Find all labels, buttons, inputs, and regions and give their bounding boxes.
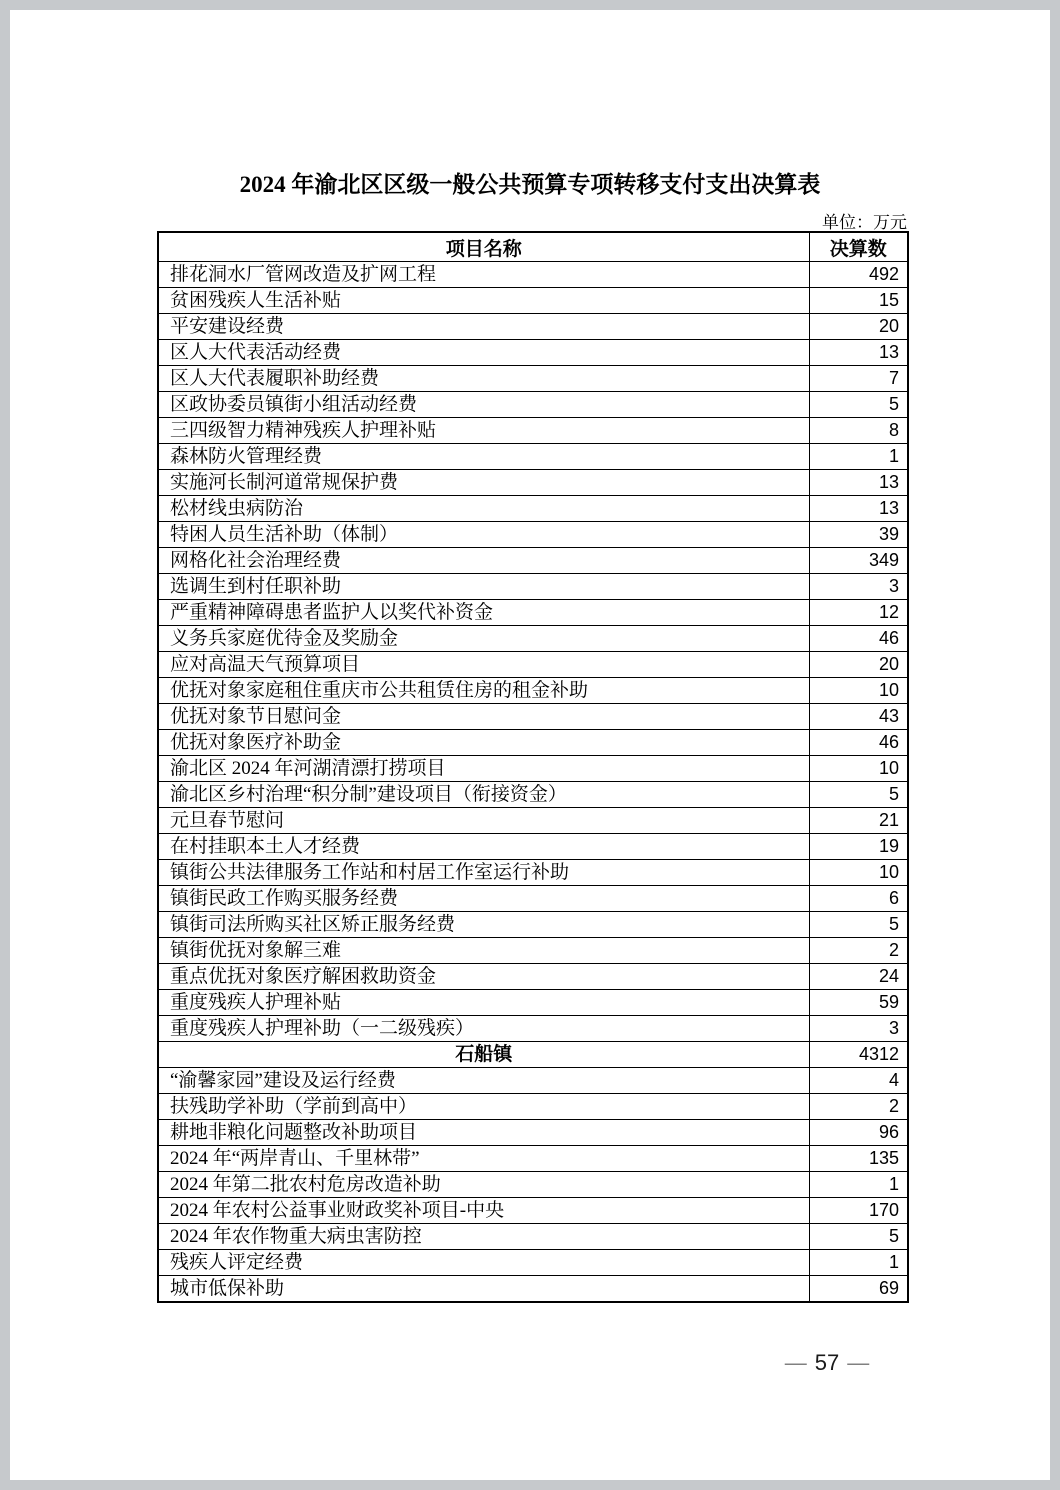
table-header-row: [158, 232, 908, 262]
table-row: [158, 262, 908, 288]
final-amount-cell: 5: [809, 1224, 908, 1250]
table-row: [158, 1068, 908, 1094]
table-row: [158, 392, 908, 418]
final-amount-cell: 15: [809, 288, 908, 314]
final-amount-cell: 24: [809, 964, 908, 990]
project-name-cell: 镇街优抚对象解三难: [158, 938, 809, 964]
table-row: [158, 782, 908, 808]
table-row: [158, 860, 908, 886]
project-name-cell: 镇街民政工作购买服务经费: [158, 886, 809, 912]
final-amount-cell: 20: [809, 652, 908, 678]
final-amount-cell: 13: [809, 470, 908, 496]
table-row: [158, 1198, 908, 1224]
final-amount-cell: 2: [809, 938, 908, 964]
table-row: [158, 470, 908, 496]
unit-label: 单位：万元: [822, 213, 907, 232]
page-number: [747, 1350, 907, 1376]
table-row: [158, 626, 908, 652]
table-row: [158, 1016, 908, 1042]
project-name-cell: 重度残疾人护理补助（一二级残疾）: [158, 1016, 809, 1042]
table-row: [158, 366, 908, 392]
project-name-cell: 2024 年农村公益事业财政奖补项目-中央: [158, 1198, 809, 1224]
budget-table: [157, 231, 909, 1303]
project-name-cell: 选调生到村任职补助: [158, 574, 809, 600]
final-amount-cell: 5: [809, 912, 908, 938]
project-name-cell: 石船镇: [158, 1042, 809, 1068]
final-amount-cell: 4: [809, 1068, 908, 1094]
final-amount-cell: 1: [809, 1172, 908, 1198]
table-row: [158, 600, 908, 626]
table-row: [158, 1224, 908, 1250]
table-row: [158, 912, 908, 938]
final-amount-cell: 4312: [809, 1042, 908, 1068]
table-row: [158, 704, 908, 730]
page-title: 2024 年渝北区区级一般公共预算专项转移支付支出决算表: [239, 172, 821, 197]
table-row: [158, 756, 908, 782]
final-amount-cell: 46: [809, 626, 908, 652]
project-name-cell: 渝北区乡村治理“积分制”建设项目（衔接资金）: [158, 782, 809, 808]
project-name-cell: 2024 年第二批农村危房改造补助: [158, 1172, 809, 1198]
project-name-cell: 森林防火管理经费: [158, 444, 809, 470]
final-amount-cell: 8: [809, 418, 908, 444]
column-header-project-name: 项目名称: [158, 232, 809, 262]
project-name-cell: 网格化社会治理经费: [158, 548, 809, 574]
final-amount-cell: 10: [809, 860, 908, 886]
table-row: [158, 808, 908, 834]
table-row: [158, 730, 908, 756]
final-amount-cell: 6: [809, 886, 908, 912]
table-row: [158, 418, 908, 444]
project-name-cell: 2024 年“两岸青山、千里林带”: [158, 1146, 809, 1172]
project-name-cell: 区人大代表履职补助经费: [158, 366, 809, 392]
project-name-cell: 平安建设经费: [158, 314, 809, 340]
table-row: [158, 1172, 908, 1198]
final-amount-cell: 13: [809, 340, 908, 366]
page-number-dash-right: —: [847, 1350, 870, 1375]
project-name-cell: 松材线虫病防治: [158, 496, 809, 522]
table-row: [158, 990, 908, 1016]
document-page: [10, 10, 1050, 1480]
project-name-cell: 优抚对象医疗补助金: [158, 730, 809, 756]
final-amount-cell: 46: [809, 730, 908, 756]
project-name-cell: 严重精神障碍患者监护人以奖代补资金: [158, 600, 809, 626]
table-row: [158, 1276, 908, 1303]
final-amount-cell: 20: [809, 314, 908, 340]
table-row: [158, 288, 908, 314]
table-row: [158, 314, 908, 340]
project-name-cell: 渝北区 2024 年河湖清漂打捞项目: [158, 756, 809, 782]
final-amount-cell: 10: [809, 756, 908, 782]
table-row: [158, 886, 908, 912]
final-amount-cell: 5: [809, 782, 908, 808]
final-amount-cell: 59: [809, 990, 908, 1016]
project-name-cell: 扶残助学补助（学前到高中）: [158, 1094, 809, 1120]
project-name-cell: 镇街公共法律服务工作站和村居工作室运行补助: [158, 860, 809, 886]
table-row: [158, 340, 908, 366]
table-row: [158, 574, 908, 600]
final-amount-cell: 170: [809, 1198, 908, 1224]
final-amount-cell: 12: [809, 600, 908, 626]
project-name-cell: 城市低保补助: [158, 1276, 809, 1303]
project-name-cell: 镇街司法所购买社区矫正服务经费: [158, 912, 809, 938]
project-name-cell: 三四级智力精神残疾人护理补贴: [158, 418, 809, 444]
final-amount-cell: 135: [809, 1146, 908, 1172]
project-name-cell: 2024 年农作物重大病虫害防控: [158, 1224, 809, 1250]
column-header-final-amount: 决算数: [809, 232, 908, 262]
table-row: [158, 678, 908, 704]
page-number-value: 57: [814, 1350, 840, 1375]
project-name-cell: 优抚对象节日慰问金: [158, 704, 809, 730]
final-amount-cell: 3: [809, 574, 908, 600]
table-row: [158, 1146, 908, 1172]
final-amount-cell: 2: [809, 1094, 908, 1120]
project-name-cell: 在村挂职本土人才经费: [158, 834, 809, 860]
table-row: [158, 652, 908, 678]
final-amount-cell: 43: [809, 704, 908, 730]
table-row: [158, 938, 908, 964]
final-amount-cell: 39: [809, 522, 908, 548]
final-amount-cell: 492: [809, 262, 908, 288]
project-name-cell: 区人大代表活动经费: [158, 340, 809, 366]
final-amount-cell: 3: [809, 1016, 908, 1042]
project-name-cell: 耕地非粮化问题整改补助项目: [158, 1120, 809, 1146]
final-amount-cell: 21: [809, 808, 908, 834]
table-row: [158, 522, 908, 548]
final-amount-cell: 13: [809, 496, 908, 522]
project-name-cell: “渝馨家园”建设及运行经费: [158, 1068, 809, 1094]
final-amount-cell: 5: [809, 392, 908, 418]
final-amount-cell: 1: [809, 1250, 908, 1276]
table-row: [158, 1094, 908, 1120]
project-name-cell: 重度残疾人护理补贴: [158, 990, 809, 1016]
project-name-cell: 特困人员生活补助（体制）: [158, 522, 809, 548]
page-number-dash-left: —: [784, 1350, 807, 1375]
project-name-cell: 区政协委员镇街小组活动经费: [158, 392, 809, 418]
table-row: [158, 496, 908, 522]
section-row: [158, 1042, 908, 1068]
table-row: [158, 964, 908, 990]
table-row: [158, 548, 908, 574]
table-row: [158, 834, 908, 860]
project-name-cell: 贫困残疾人生活补贴: [158, 288, 809, 314]
project-name-cell: 重点优抚对象医疗解困救助资金: [158, 964, 809, 990]
project-name-cell: 应对高温天气预算项目: [158, 652, 809, 678]
table-body: [158, 262, 908, 1303]
project-name-cell: 排花洞水厂管网改造及扩网工程: [158, 262, 809, 288]
table-row: [158, 1120, 908, 1146]
table-row: [158, 444, 908, 470]
final-amount-cell: 19: [809, 834, 908, 860]
project-name-cell: 义务兵家庭优待金及奖励金: [158, 626, 809, 652]
project-name-cell: 实施河长制河道常规保护费: [158, 470, 809, 496]
final-amount-cell: 96: [809, 1120, 908, 1146]
table-row: [158, 1250, 908, 1276]
project-name-cell: 残疾人评定经费: [158, 1250, 809, 1276]
project-name-cell: 优抚对象家庭租住重庆市公共租赁住房的租金补助: [158, 678, 809, 704]
final-amount-cell: 7: [809, 366, 908, 392]
final-amount-cell: 69: [809, 1276, 908, 1303]
project-name-cell: 元旦春节慰问: [158, 808, 809, 834]
final-amount-cell: 349: [809, 548, 908, 574]
final-amount-cell: 10: [809, 678, 908, 704]
final-amount-cell: 1: [809, 444, 908, 470]
